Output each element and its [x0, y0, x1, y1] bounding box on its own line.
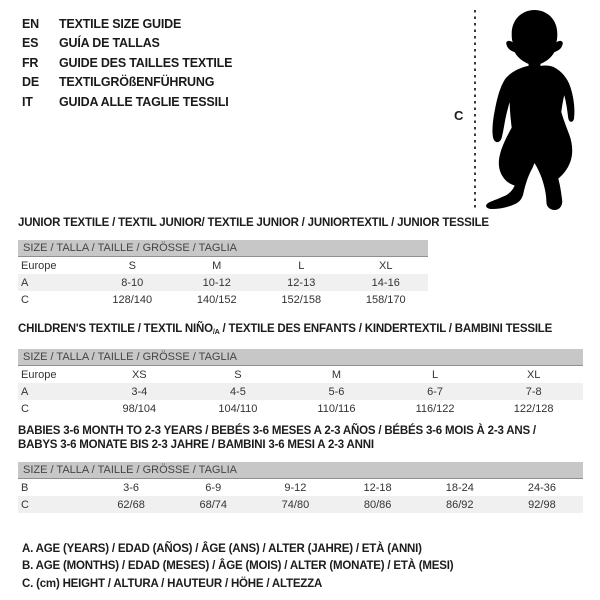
table-cell: 4-5 — [229, 385, 246, 398]
table-cell: 6-9 — [205, 481, 222, 494]
size-header-bar: SIZE / TALLA / TAILLE / GRÖSSE / TAGLIA — [18, 349, 583, 366]
row-label: C — [21, 293, 29, 306]
table-title-part: / TEXTILE DES ENFANTS / KINDERTEXTIL / BAMBINI TESSILE — [219, 323, 553, 335]
table-row — [18, 496, 583, 513]
row-label: A — [21, 276, 29, 289]
junior-size-table — [18, 216, 489, 308]
table-cell: 116/122 — [415, 402, 455, 415]
table-title-part: CHILDREN'S TEXTILE / TEXTIL NIÑO — [18, 323, 213, 335]
footnote-line: A. AGE (YEARS) / EDAD (AÑOS) / ÂGE (ANS) / ALTER (JAHRE) / ETÀ (ANNI) — [22, 543, 422, 555]
table-cell: XL — [526, 368, 541, 381]
table-row — [18, 479, 583, 496]
table-row — [18, 257, 428, 274]
table-cell: M — [212, 259, 222, 272]
measurement-figure — [448, 6, 598, 216]
table-cell: 6-7 — [427, 385, 444, 398]
table-cell: 9-12 — [284, 481, 307, 494]
table-title — [18, 216, 489, 230]
language-code: FR — [22, 55, 39, 70]
table-cell: 10-12 — [202, 276, 231, 289]
language-code: EN — [22, 17, 39, 31]
row-label: C — [21, 498, 29, 511]
table-cell: 68/74 — [199, 498, 228, 511]
table-cell: L — [432, 368, 439, 381]
row-label: Europe — [21, 368, 57, 381]
table-row — [18, 400, 583, 417]
table-cell: 62/68 — [117, 498, 145, 511]
baby-silhouette-icon — [478, 8, 592, 211]
table-cell: 12-13 — [287, 276, 316, 289]
table-cell: 3-6 — [123, 481, 140, 494]
language-code: IT — [22, 94, 33, 109]
table-title-part: BABYS 3-6 MONATE BIS 2-3 JAHRE / BAMBINI 3-6 MESI A 2-3 ANNI — [18, 439, 374, 451]
table-cell: 158/170 — [365, 293, 406, 306]
table-cell: M — [331, 368, 342, 381]
table-title-part: JUNIOR TEXTILE / TEXTIL JUNIOR/ TEXTILE JUNIOR / JUNIORTEXTIL / JUNIOR TESSILE — [18, 217, 489, 229]
footnotes — [22, 541, 453, 593]
table-cell: 8-10 — [121, 276, 144, 289]
table-cell: 24-36 — [527, 481, 557, 494]
table-cell: 128/140 — [112, 293, 153, 306]
table-cell: S — [234, 368, 242, 381]
table-cell: L — [298, 259, 305, 272]
table-cell: 98/104 — [122, 402, 157, 415]
table-rows — [18, 366, 583, 417]
language-row — [22, 93, 232, 112]
language-label: TEXTILGRÖßENFÜHRUNG — [59, 75, 215, 90]
table-cell: 3-4 — [131, 385, 148, 398]
table-cell: 74/80 — [281, 498, 310, 511]
language-label: TEXTILE SIZE GUIDE — [59, 17, 182, 31]
table-title — [18, 322, 583, 339]
language-code: DE — [22, 75, 39, 90]
measure-c-label: C — [454, 108, 464, 123]
language-list — [22, 15, 232, 112]
table-rows — [18, 479, 583, 513]
table-cell: 140/152 — [196, 293, 237, 306]
footnote-line: B. AGE (MONTHS) / EDAD (MESES) / ÂGE (MOIS) / ALTER (MONATE) / ETÀ (MESI) — [22, 560, 454, 573]
table-cell: XL — [379, 259, 393, 272]
row-label: A — [21, 385, 29, 398]
footnote-line: C. (cm) HEIGHT / ALTURA / HAUTEUR / HÖHE / ALTEZZA — [22, 577, 323, 590]
size-header-bar: SIZE / TALLA / TAILLE / GRÖSSE / TAGLIA — [18, 240, 428, 257]
table-cell: 152/158 — [281, 293, 322, 306]
row-label: C — [21, 402, 29, 415]
language-row — [22, 54, 232, 73]
table-cell: 92/98 — [528, 498, 556, 511]
table-cell: 7-8 — [525, 385, 542, 398]
table-cell: 18-24 — [445, 481, 474, 494]
table-row — [18, 274, 428, 291]
table-rows — [18, 257, 428, 308]
table-cell: 5-6 — [328, 385, 345, 398]
table-cell: S — [128, 259, 136, 272]
language-row — [22, 34, 232, 53]
height-measure-line — [474, 10, 476, 210]
language-row — [22, 73, 232, 92]
table-cell: 110/116 — [317, 402, 356, 415]
table-cell: 14-16 — [371, 276, 400, 289]
table-cell: 122/128 — [513, 402, 554, 415]
table-cell: 12-18 — [363, 481, 392, 494]
language-label: GUIDA ALLE TAGLIE TESSILI — [59, 94, 229, 109]
table-cell: 104/110 — [218, 402, 258, 415]
row-label: Europe — [21, 259, 57, 272]
table-row — [18, 291, 428, 308]
table-title-part: /A — [212, 328, 220, 336]
children-size-table — [18, 322, 583, 417]
size-header-bar: SIZE / TALLA / TAILLE / GRÖSSE / TAGLIA — [18, 462, 583, 479]
table-cell: 80/86 — [363, 498, 392, 511]
table-row — [18, 366, 583, 383]
table-cell: 86/92 — [446, 498, 474, 511]
table-row — [18, 383, 583, 400]
babies-size-table — [18, 424, 583, 513]
table-title-part: BABIES 3-6 MONTH TO 2-3 YEARS / BEBÉS 3-6 MESES A 2-3 AÑOS / BÉBÉS 3-6 MOIS À 2-3 ANS / — [18, 425, 536, 437]
language-label: GUIDE DES TAILLES TEXTILE — [59, 55, 233, 70]
row-label: B — [21, 481, 29, 494]
table-cell: XS — [131, 368, 147, 381]
language-code: ES — [22, 36, 39, 51]
language-row — [22, 15, 232, 34]
language-label: GUÍA DE TALLAS — [59, 36, 160, 51]
table-title — [18, 424, 583, 452]
